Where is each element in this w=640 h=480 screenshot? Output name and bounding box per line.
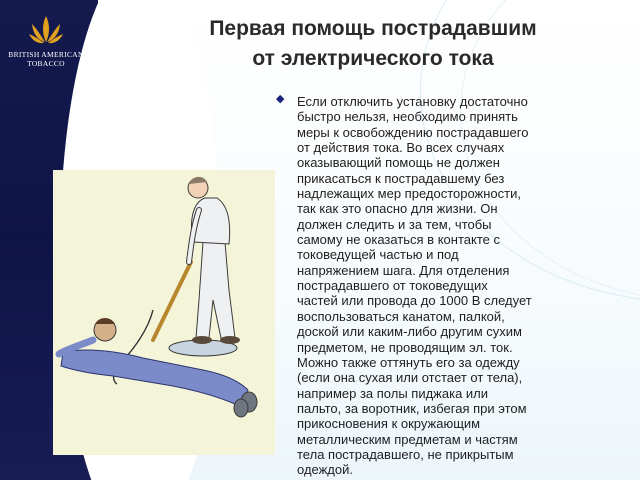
slide-title-line-2: от электрического тока — [252, 47, 494, 70]
logo-line-2: TOBACCO — [27, 59, 65, 68]
slide-body-text: Если отключить установку достаточно быстро нельзя, необходимо принять меры к освобождению пострадавшего от действия тока. Во всех случаях оказывающий помощь не должен прикасаться к пострадавшему без надлежащих мер предосторожности, так как это опасно для жизни. Он должен следить и за тем, чтобы самому не оказаться в контакте с токоведущей частью и под напряжением шага. Для отделения пострадавшего от токоведущих частей или провода до 1000 В следует воспользоваться канатом, палкой, доской или каким-либо другим сухим предметом, не проводящим эл. ток. Можно также оттянуть его за одежду (если она сухая или отстает от тела), например за полы пиджака или пальто, за воротник, избегая при этом прикосновения к окружающим металлическим предметам и частям тела пострадавшего, не прикрытым одеждой. — [297, 94, 532, 478]
brand-logo — [0, 14, 92, 68]
logo-line-1: BRITISH AMERICAN — [8, 50, 84, 59]
slide-title — [118, 14, 628, 74]
rescuer-with-stick-illustration — [53, 170, 275, 455]
bullet-icon: ◆ — [276, 93, 285, 105]
leaf-logo-icon — [28, 14, 64, 46]
slide-title-line-1: Первая помощь пострадавшим — [209, 17, 537, 40]
rescue-illustration — [53, 170, 275, 455]
